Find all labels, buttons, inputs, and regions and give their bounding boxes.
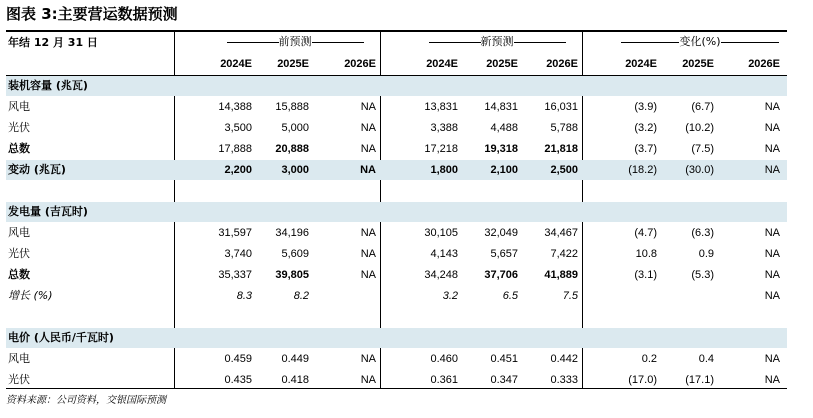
table-cell: 15,888 <box>275 101 309 113</box>
table-cell: 2,500 <box>550 164 578 176</box>
row-label: 总数 <box>8 268 30 281</box>
source-note: 资料来源：公司资料，交银国际预测 <box>6 395 166 406</box>
table-cell: 5,000 <box>281 122 309 134</box>
table-cell: (3.9) <box>634 101 657 113</box>
table-cell: 39,805 <box>275 269 309 281</box>
row-label: 光伏 <box>8 121 30 134</box>
table-cell <box>316 286 376 306</box>
column-header-year: 2025E <box>486 58 518 70</box>
table-cell: (18.2) <box>628 164 657 176</box>
table-cell: 35,337 <box>218 269 252 281</box>
table-cell: 17,888 <box>218 143 252 155</box>
table-cell: 0.449 <box>281 353 309 365</box>
table-row <box>6 286 787 306</box>
table-cell: 2,100 <box>490 164 518 176</box>
table-cell: (6.7) <box>691 101 714 113</box>
table-cell: 19,318 <box>484 143 518 155</box>
column-header-year: 2024E <box>625 58 657 70</box>
table-row <box>6 349 787 369</box>
section-title: 电价 (人民币/千瓦时) <box>8 331 114 344</box>
table-cell: (17.0) <box>628 374 657 386</box>
table-cell: NA <box>764 164 780 176</box>
table-cell: NA <box>764 290 780 302</box>
table-cell: NA <box>360 101 376 113</box>
table-cell: 13,831 <box>424 101 458 113</box>
table-cell: NA <box>764 269 780 281</box>
table-row <box>6 265 787 285</box>
table-cell: (7.5) <box>691 143 714 155</box>
table-cell: NA <box>360 227 376 239</box>
table-cell: 5,788 <box>550 122 578 134</box>
table-bottom-rule <box>6 388 787 389</box>
group-header-change: 变化(%) <box>612 34 788 50</box>
table-title: 图表 3:主要营运数据预测 <box>6 5 178 23</box>
table-cell: NA <box>764 227 780 239</box>
column-header-year: 2024E <box>220 58 252 70</box>
table-cell: (3.1) <box>634 269 657 281</box>
section-title: 发电量 (吉瓦时) <box>8 205 88 218</box>
section-header <box>6 328 787 348</box>
table-cell: 20,888 <box>275 143 309 155</box>
table-cell: 4,488 <box>490 122 518 134</box>
table-cell: (30.0) <box>685 164 714 176</box>
section-title: 装机容量 (兆瓦) <box>8 79 88 92</box>
table-cell: (10.2) <box>685 122 714 134</box>
table-cell: 10.8 <box>635 248 657 260</box>
table-cell: 0.333 <box>550 374 578 386</box>
table-cell: (4.7) <box>634 227 657 239</box>
table-row <box>6 244 787 264</box>
table-cell: 30,105 <box>424 227 458 239</box>
table-cell: 1,800 <box>430 164 458 176</box>
title-rule <box>6 30 787 32</box>
table-cell: 14,388 <box>218 101 252 113</box>
table-cell: 32,049 <box>484 227 518 239</box>
table-cell: 37,706 <box>484 269 518 281</box>
table-cell: NA <box>360 164 376 176</box>
table-row <box>6 160 787 180</box>
table-row <box>6 223 787 243</box>
column-header-year: 2025E <box>682 58 714 70</box>
table-cell: 8.3 <box>236 290 252 302</box>
table-cell: 14,831 <box>484 101 518 113</box>
table-cell: 3,388 <box>430 122 458 134</box>
table-cell: 0.4 <box>698 353 714 365</box>
column-header-year: 2026E <box>748 58 780 70</box>
table-cell: NA <box>764 101 780 113</box>
table-cell: (3.7) <box>634 143 657 155</box>
table-cell: 16,031 <box>544 101 578 113</box>
table-cell: 0.418 <box>281 374 309 386</box>
table-cell: NA <box>360 248 376 260</box>
table-cell: 0.451 <box>490 353 518 365</box>
table-cell: (5.3) <box>691 269 714 281</box>
table-cell <box>654 286 714 306</box>
table-cell: 0.2 <box>641 353 657 365</box>
table-cell: 41,889 <box>544 269 578 281</box>
table-cell: (6.3) <box>691 227 714 239</box>
table-cell: (3.2) <box>634 122 657 134</box>
table-cell: NA <box>764 248 780 260</box>
table-row <box>6 370 787 390</box>
row-label: 增长 (%) <box>8 289 53 302</box>
table-cell: (17.1) <box>685 374 714 386</box>
row-label: 风电 <box>8 100 30 113</box>
table-cell: 3.2 <box>442 290 458 302</box>
table-cell: 2,200 <box>224 164 252 176</box>
table-row <box>6 97 787 117</box>
table-cell: 0.460 <box>430 353 458 365</box>
year-end-label: 年结 12 月 31 日 <box>8 36 98 49</box>
table-cell: 34,248 <box>424 269 458 281</box>
table-cell: 17,218 <box>424 143 458 155</box>
table-cell: 3,500 <box>224 122 252 134</box>
table-cell: NA <box>764 143 780 155</box>
section-header <box>6 76 787 96</box>
table-cell: 3,740 <box>224 248 252 260</box>
row-label: 总数 <box>8 142 30 155</box>
table-row <box>6 139 787 159</box>
row-label: 风电 <box>8 226 30 239</box>
table-cell: NA <box>360 269 376 281</box>
table-row <box>6 118 787 138</box>
column-header-year: 2025E <box>277 58 309 70</box>
table-cell: 5,609 <box>281 248 309 260</box>
row-label: 光伏 <box>8 247 30 260</box>
table-cell: NA <box>764 122 780 134</box>
table-cell: 21,818 <box>544 143 578 155</box>
table-cell: NA <box>360 122 376 134</box>
table-cell: NA <box>360 143 376 155</box>
table-cell: 34,196 <box>275 227 309 239</box>
section-header <box>6 202 787 222</box>
table-cell: 0.347 <box>490 374 518 386</box>
table-cell: NA <box>360 374 376 386</box>
table-cell: 0.361 <box>430 374 458 386</box>
table-cell: 0.435 <box>224 374 252 386</box>
group-header-previous: 前预测 <box>212 34 378 50</box>
table-cell: 0.442 <box>550 353 578 365</box>
group-header-new: 新预测 <box>414 34 580 50</box>
table-cell: 0.459 <box>224 353 252 365</box>
row-label: 光伏 <box>8 373 30 386</box>
table-cell: 34,467 <box>544 227 578 239</box>
table-cell <box>597 286 657 306</box>
table-cell: 4,143 <box>430 248 458 260</box>
table-cell: 5,657 <box>490 248 518 260</box>
table-cell: 0.9 <box>698 248 714 260</box>
column-header-year: 2024E <box>426 58 458 70</box>
column-header-year: 2026E <box>546 58 578 70</box>
table-cell: 7,422 <box>550 248 578 260</box>
row-label: 变动 (兆瓦) <box>8 163 66 176</box>
table-cell: 3,000 <box>281 164 309 176</box>
table-cell: 8.2 <box>293 290 309 302</box>
table-cell: NA <box>764 353 780 365</box>
column-header-year: 2026E <box>344 58 376 70</box>
table-cell: NA <box>764 374 780 386</box>
row-label: 风电 <box>8 352 30 365</box>
table-cell: 6.5 <box>502 290 518 302</box>
table-cell: 7.5 <box>562 290 578 302</box>
table-cell: 31,597 <box>218 227 252 239</box>
table-cell: NA <box>360 353 376 365</box>
